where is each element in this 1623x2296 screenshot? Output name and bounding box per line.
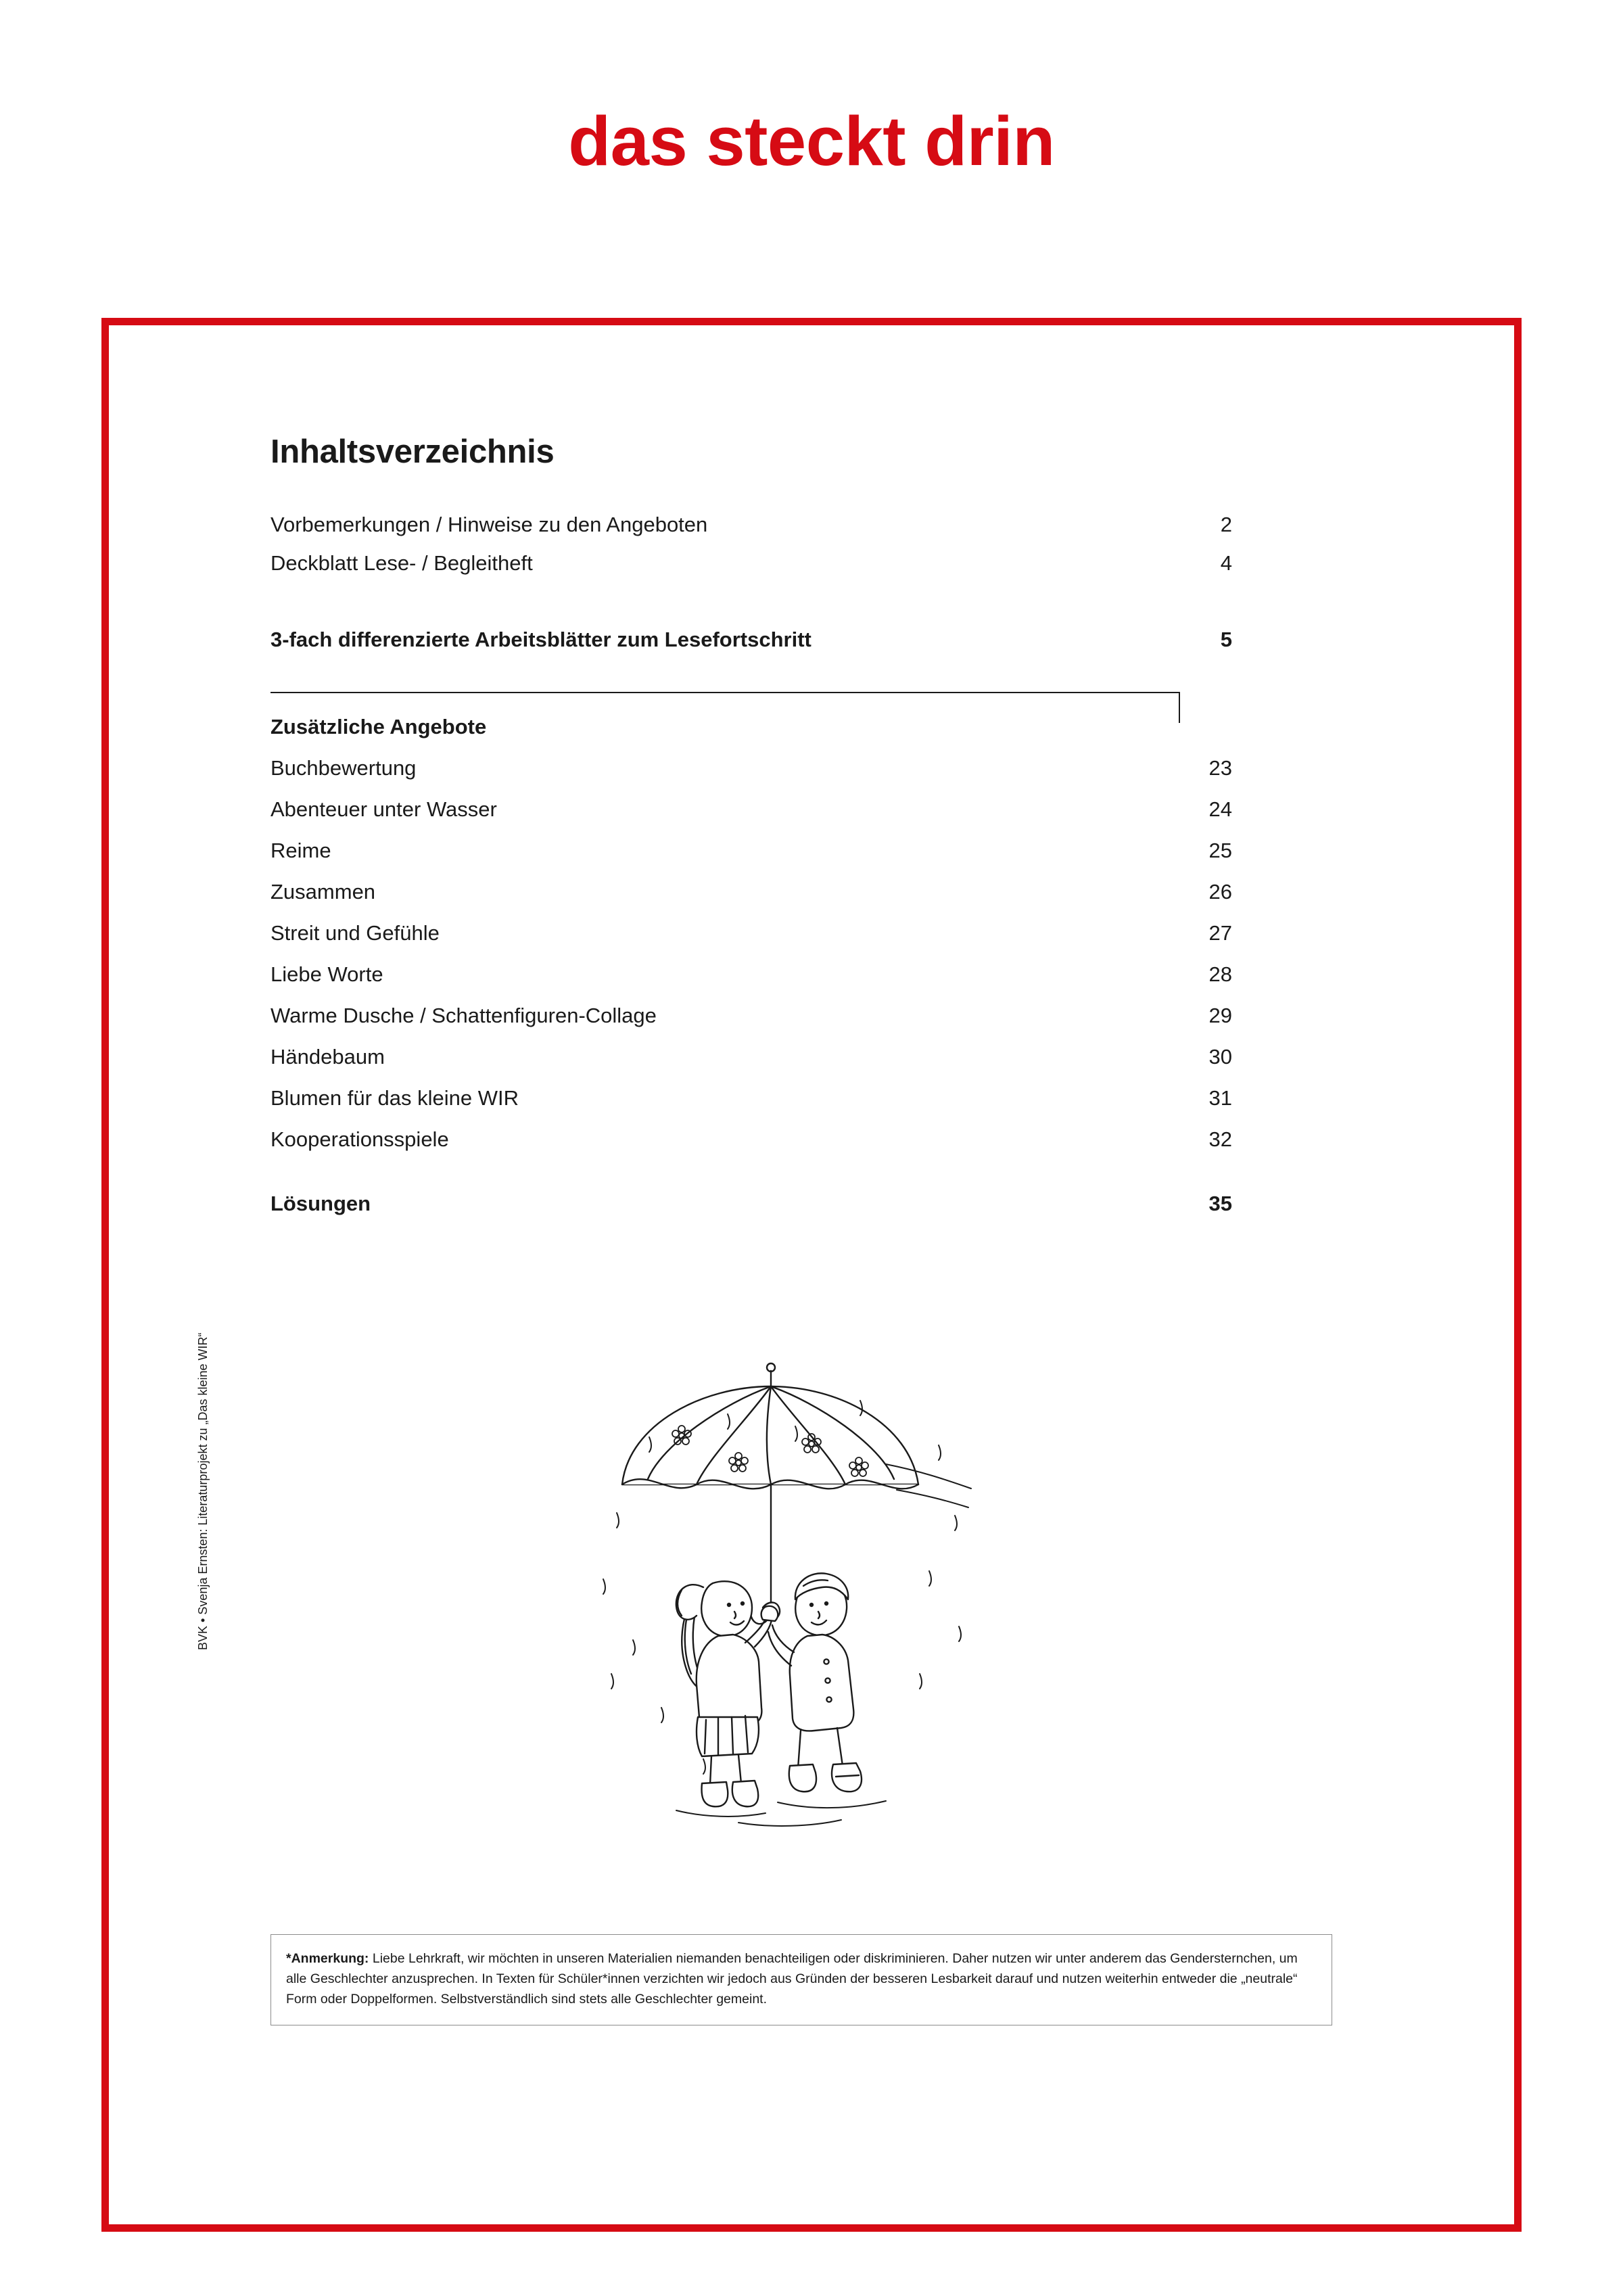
toc-entry-page: 4 <box>1220 551 1232 575</box>
toc-section-zusaetzliche-angebote <box>270 692 1251 1150</box>
bracket-right-tick <box>1179 692 1180 723</box>
toc-entry-label: Warme Dusche / Schattenfiguren-Collage <box>270 1004 657 1027</box>
page-title: das steckt drin <box>568 102 1055 180</box>
toc-entry-page: 27 <box>1208 921 1232 945</box>
toc-entry-label: Liebe Worte <box>270 962 383 986</box>
toc-entry-page: 5 <box>1220 628 1232 651</box>
toc-entry-page: 2 <box>1220 513 1232 536</box>
list-item[interactable] <box>270 1005 1251 1026</box>
bracket-top-rule <box>270 692 1180 693</box>
list-item[interactable] <box>270 1046 1251 1067</box>
list-item[interactable] <box>270 1129 1251 1150</box>
list-item[interactable] <box>270 922 1251 943</box>
footnote-label: *Anmerkung: <box>286 1951 369 1966</box>
spacer <box>270 591 1251 629</box>
toc-entry-page: 26 <box>1208 880 1232 904</box>
umbrella-children-illustration <box>568 1356 987 1829</box>
toc-entry-page: 28 <box>1208 962 1232 986</box>
toc-entry-label: Streit und Gefühle <box>270 921 440 945</box>
side-credit: BVK • Svenja Ernsten: Literaturprojekt zu „Das kleine WIR“ <box>196 1332 210 1650</box>
toc-entry-label: Lösungen <box>270 1192 371 1215</box>
toc-entry-page: 29 <box>1208 1004 1232 1027</box>
toc-entry-page: 35 <box>1208 1192 1232 1215</box>
list-item[interactable] <box>270 553 1251 573</box>
list-item[interactable] <box>270 964 1251 985</box>
footnote-note <box>270 1934 1332 2025</box>
table-of-contents <box>270 433 1251 1232</box>
list-item[interactable] <box>270 1087 1251 1108</box>
toc-entry-page: 25 <box>1208 839 1232 862</box>
list-item[interactable] <box>270 1193 1251 1214</box>
toc-entry-label: 3-fach differenzierte Arbeitsblätter zum Lesefortschritt <box>270 628 812 651</box>
list-item[interactable] <box>270 629 1251 650</box>
toc-entry-label: Blumen für das kleine WIR <box>270 1086 519 1110</box>
toc-entry-page: 31 <box>1208 1086 1232 1110</box>
toc-entry-label: Kooperationsspiele <box>270 1127 449 1151</box>
toc-entry-label: Abenteuer unter Wasser <box>270 797 497 821</box>
footnote-text: Liebe Lehrkraft, wir möchten in unseren Materialien niemanden benachteiligen oder diskriminieren. Daher nutzen wir unter anderem das Gendersternchen, um alle Geschlechter anzusprechen. In Texten für Schüler*innen verzichten wir jedoch aus Gründen der besseren Lesbarkeit darauf und nutzen weiterhin entweder die „neutrale“ Form oder Doppelformen. Selbstverständlich sind stets alle Geschlechter gemeint. <box>286 1951 1298 2007</box>
toc-section-title-row <box>270 716 1251 737</box>
list-item[interactable] <box>270 514 1251 535</box>
toc-entry-label: Reime <box>270 839 331 862</box>
toc-entry-label: Vorbemerkungen / Hinweise zu den Angeboten <box>270 513 708 536</box>
list-item[interactable] <box>270 799 1251 820</box>
toc-entry-label: Buchbewertung <box>270 756 417 780</box>
toc-entry-label: Zusammen <box>270 880 376 904</box>
toc-heading: Inhaltsverzeichnis <box>270 434 555 470</box>
toc-entry-page: 32 <box>1208 1127 1232 1151</box>
list-item[interactable] <box>270 757 1251 778</box>
toc-entry-label: Händebaum <box>270 1045 385 1069</box>
list-item[interactable] <box>270 881 1251 902</box>
toc-entry-page: 30 <box>1208 1045 1232 1069</box>
toc-section-title: Zusätzliche Angebote <box>270 715 487 739</box>
spacer <box>270 1170 1251 1193</box>
toc-entry-page: 23 <box>1208 756 1232 780</box>
list-item[interactable] <box>270 840 1251 861</box>
toc-entry-label: Deckblatt Lese- / Begleitheft <box>270 551 533 575</box>
toc-entry-page: 24 <box>1208 797 1232 821</box>
